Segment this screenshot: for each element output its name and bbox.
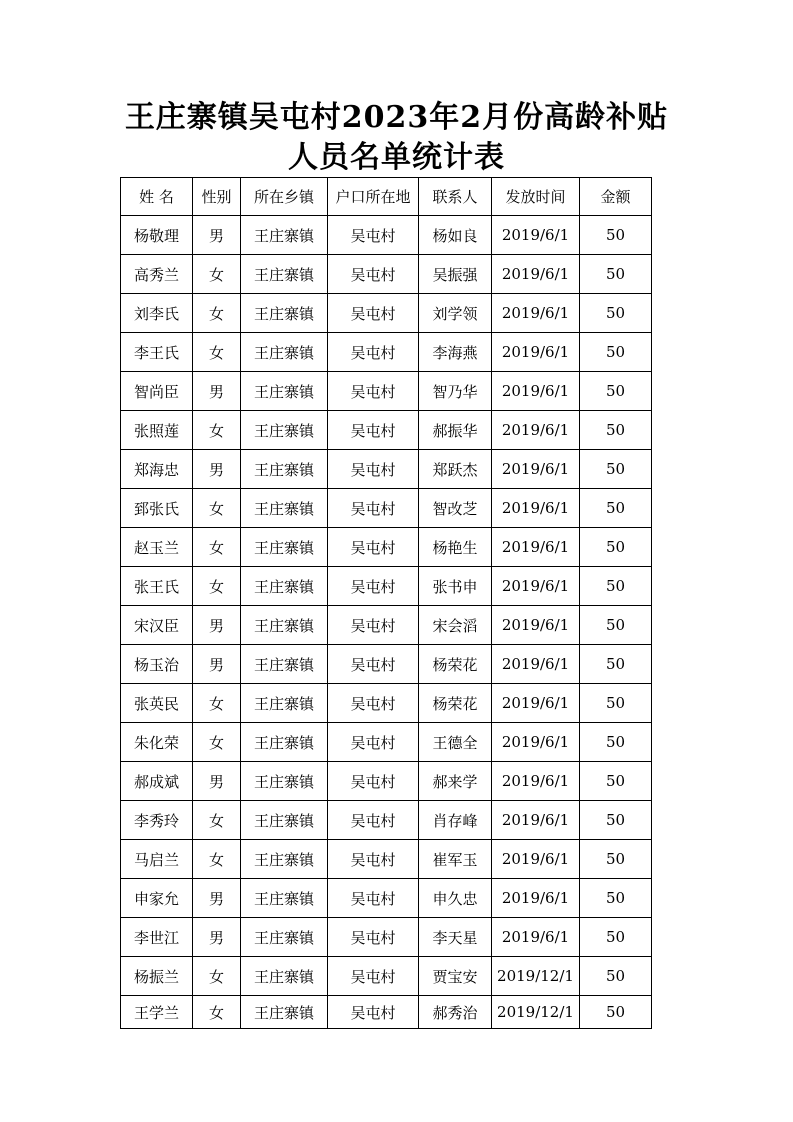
cell-gender: 男 [193, 450, 241, 489]
cell-registered-residence: 吴屯村 [328, 489, 419, 528]
cell-amount: 50 [580, 372, 652, 411]
cell-contact-person: 郝秀治 [419, 996, 492, 1029]
cell-amount: 50 [580, 333, 652, 372]
table-row [121, 567, 652, 606]
cell-township: 王庄寨镇 [241, 489, 328, 528]
cell-name: 宋汉臣 [121, 606, 193, 645]
cell-township: 王庄寨镇 [241, 411, 328, 450]
cell-contact-person: 郑跃杰 [419, 450, 492, 489]
cell-amount: 50 [580, 918, 652, 957]
cell-issue-date: 2019/12/1 [492, 996, 580, 1029]
cell-name: 郅张氏 [121, 489, 193, 528]
table-row [121, 372, 652, 411]
cell-amount: 50 [580, 294, 652, 333]
cell-registered-residence: 吴屯村 [328, 450, 419, 489]
cell-amount: 50 [580, 450, 652, 489]
cell-township: 王庄寨镇 [241, 801, 328, 840]
cell-township: 王庄寨镇 [241, 294, 328, 333]
cell-gender: 女 [193, 801, 241, 840]
cell-gender: 女 [193, 684, 241, 723]
table-row [121, 216, 652, 255]
cell-gender: 男 [193, 879, 241, 918]
cell-registered-residence: 吴屯村 [328, 684, 419, 723]
cell-registered-residence: 吴屯村 [328, 801, 419, 840]
subsidy-roster-table [120, 177, 652, 1029]
cell-amount: 50 [580, 567, 652, 606]
cell-contact-person: 王德全 [419, 723, 492, 762]
cell-gender: 男 [193, 645, 241, 684]
cell-registered-residence: 吴屯村 [328, 723, 419, 762]
cell-gender: 女 [193, 723, 241, 762]
cell-registered-residence: 吴屯村 [328, 606, 419, 645]
table-row [121, 723, 652, 762]
document-title-line2: 人员名单统计表 [288, 140, 505, 175]
cell-issue-date: 2019/6/1 [492, 840, 580, 879]
cell-contact-person: 李海燕 [419, 333, 492, 372]
cell-township: 王庄寨镇 [241, 333, 328, 372]
cell-name: 张王氏 [121, 567, 193, 606]
cell-name: 张照莲 [121, 411, 193, 450]
cell-gender: 女 [193, 255, 241, 294]
cell-registered-residence: 吴屯村 [328, 996, 419, 1029]
header-contact-person: 联系人 [419, 178, 492, 216]
cell-name: 马启兰 [121, 840, 193, 879]
cell-gender: 女 [193, 957, 241, 996]
cell-registered-residence: 吴屯村 [328, 372, 419, 411]
table-header-row [121, 178, 652, 216]
cell-contact-person: 张书申 [419, 567, 492, 606]
cell-registered-residence: 吴屯村 [328, 216, 419, 255]
cell-gender: 女 [193, 528, 241, 567]
cell-name: 郑海忠 [121, 450, 193, 489]
cell-name: 李王氏 [121, 333, 193, 372]
cell-gender: 男 [193, 216, 241, 255]
cell-township: 王庄寨镇 [241, 567, 328, 606]
cell-contact-person: 郝来学 [419, 762, 492, 801]
cell-contact-person: 郝振华 [419, 411, 492, 450]
cell-registered-residence: 吴屯村 [328, 918, 419, 957]
document-title-line1: 王庄寨镇吴屯村2023年2月份高龄补贴 [124, 100, 669, 135]
cell-issue-date: 2019/6/1 [492, 411, 580, 450]
cell-gender: 男 [193, 372, 241, 411]
cell-name: 刘李氏 [121, 294, 193, 333]
cell-amount: 50 [580, 528, 652, 567]
table-row [121, 801, 652, 840]
cell-amount: 50 [580, 606, 652, 645]
table-row [121, 996, 652, 1029]
cell-amount: 50 [580, 489, 652, 528]
cell-registered-residence: 吴屯村 [328, 567, 419, 606]
header-name: 姓 名 [121, 178, 193, 216]
cell-name: 郝成斌 [121, 762, 193, 801]
table-row [121, 294, 652, 333]
cell-contact-person: 李天星 [419, 918, 492, 957]
cell-township: 王庄寨镇 [241, 840, 328, 879]
cell-contact-person: 杨荣花 [419, 645, 492, 684]
cell-amount: 50 [580, 957, 652, 996]
cell-amount: 50 [580, 411, 652, 450]
cell-township: 王庄寨镇 [241, 528, 328, 567]
table-row [121, 489, 652, 528]
cell-issue-date: 2019/6/1 [492, 645, 580, 684]
cell-township: 王庄寨镇 [241, 996, 328, 1029]
cell-registered-residence: 吴屯村 [328, 333, 419, 372]
cell-name: 高秀兰 [121, 255, 193, 294]
cell-contact-person: 申久忠 [419, 879, 492, 918]
cell-name: 申家允 [121, 879, 193, 918]
cell-contact-person: 智乃华 [419, 372, 492, 411]
cell-issue-date: 2019/6/1 [492, 879, 580, 918]
cell-issue-date: 2019/6/1 [492, 684, 580, 723]
cell-gender: 男 [193, 762, 241, 801]
cell-issue-date: 2019/6/1 [492, 372, 580, 411]
cell-gender: 女 [193, 489, 241, 528]
cell-amount: 50 [580, 801, 652, 840]
cell-issue-date: 2019/6/1 [492, 801, 580, 840]
cell-gender: 女 [193, 840, 241, 879]
table-row [121, 411, 652, 450]
header-registered-residence: 户口所在地 [328, 178, 419, 216]
table-row [121, 255, 652, 294]
cell-issue-date: 2019/6/1 [492, 294, 580, 333]
header-gender: 性别 [193, 178, 241, 216]
cell-issue-date: 2019/6/1 [492, 528, 580, 567]
cell-registered-residence: 吴屯村 [328, 255, 419, 294]
cell-amount: 50 [580, 840, 652, 879]
cell-contact-person: 杨荣花 [419, 684, 492, 723]
table-row [121, 957, 652, 996]
cell-registered-residence: 吴屯村 [328, 411, 419, 450]
table-row [121, 333, 652, 372]
cell-registered-residence: 吴屯村 [328, 879, 419, 918]
cell-township: 王庄寨镇 [241, 450, 328, 489]
cell-issue-date: 2019/6/1 [492, 216, 580, 255]
table-row [121, 528, 652, 567]
table-body [121, 216, 652, 1029]
cell-amount: 50 [580, 879, 652, 918]
cell-registered-residence: 吴屯村 [328, 762, 419, 801]
cell-township: 王庄寨镇 [241, 255, 328, 294]
cell-township: 王庄寨镇 [241, 372, 328, 411]
cell-township: 王庄寨镇 [241, 684, 328, 723]
cell-issue-date: 2019/6/1 [492, 567, 580, 606]
table-row [121, 840, 652, 879]
cell-contact-person: 贾宝安 [419, 957, 492, 996]
cell-gender: 女 [193, 567, 241, 606]
cell-gender: 女 [193, 294, 241, 333]
cell-issue-date: 2019/6/1 [492, 606, 580, 645]
cell-gender: 女 [193, 411, 241, 450]
cell-registered-residence: 吴屯村 [328, 528, 419, 567]
cell-gender: 男 [193, 918, 241, 957]
cell-township: 王庄寨镇 [241, 918, 328, 957]
cell-amount: 50 [580, 762, 652, 801]
cell-issue-date: 2019/6/1 [492, 333, 580, 372]
cell-name: 王学兰 [121, 996, 193, 1029]
cell-gender: 男 [193, 606, 241, 645]
cell-name: 李世江 [121, 918, 193, 957]
cell-township: 王庄寨镇 [241, 723, 328, 762]
cell-name: 李秀玲 [121, 801, 193, 840]
cell-contact-person: 宋会滔 [419, 606, 492, 645]
header-amount: 金额 [580, 178, 652, 216]
cell-amount: 50 [580, 645, 652, 684]
cell-registered-residence: 吴屯村 [328, 957, 419, 996]
cell-township: 王庄寨镇 [241, 879, 328, 918]
cell-issue-date: 2019/6/1 [492, 723, 580, 762]
cell-amount: 50 [580, 216, 652, 255]
table-row [121, 645, 652, 684]
cell-registered-residence: 吴屯村 [328, 840, 419, 879]
cell-registered-residence: 吴屯村 [328, 294, 419, 333]
cell-name: 智尚臣 [121, 372, 193, 411]
cell-issue-date: 2019/12/1 [492, 957, 580, 996]
cell-contact-person: 吴振强 [419, 255, 492, 294]
cell-issue-date: 2019/6/1 [492, 762, 580, 801]
cell-amount: 50 [580, 996, 652, 1029]
table-row [121, 879, 652, 918]
cell-name: 张英民 [121, 684, 193, 723]
cell-contact-person: 肖存峰 [419, 801, 492, 840]
cell-gender: 女 [193, 996, 241, 1029]
cell-township: 王庄寨镇 [241, 957, 328, 996]
table-row [121, 606, 652, 645]
cell-township: 王庄寨镇 [241, 762, 328, 801]
cell-issue-date: 2019/6/1 [492, 918, 580, 957]
cell-contact-person: 崔军玉 [419, 840, 492, 879]
cell-issue-date: 2019/6/1 [492, 255, 580, 294]
cell-contact-person: 刘学领 [419, 294, 492, 333]
cell-registered-residence: 吴屯村 [328, 645, 419, 684]
cell-amount: 50 [580, 723, 652, 762]
cell-township: 王庄寨镇 [241, 606, 328, 645]
cell-township: 王庄寨镇 [241, 216, 328, 255]
cell-name: 朱化荣 [121, 723, 193, 762]
table-row [121, 762, 652, 801]
cell-name: 杨玉治 [121, 645, 193, 684]
cell-gender: 女 [193, 333, 241, 372]
table-row [121, 918, 652, 957]
cell-contact-person: 杨艳生 [419, 528, 492, 567]
cell-township: 王庄寨镇 [241, 645, 328, 684]
header-township: 所在乡镇 [241, 178, 328, 216]
cell-issue-date: 2019/6/1 [492, 450, 580, 489]
cell-name: 杨振兰 [121, 957, 193, 996]
cell-amount: 50 [580, 684, 652, 723]
cell-name: 杨敬理 [121, 216, 193, 255]
cell-contact-person: 杨如良 [419, 216, 492, 255]
table-row [121, 684, 652, 723]
header-issue-date: 发放时间 [492, 178, 580, 216]
cell-amount: 50 [580, 255, 652, 294]
cell-name: 赵玉兰 [121, 528, 193, 567]
table-row [121, 450, 652, 489]
cell-issue-date: 2019/6/1 [492, 489, 580, 528]
cell-contact-person: 智改芝 [419, 489, 492, 528]
